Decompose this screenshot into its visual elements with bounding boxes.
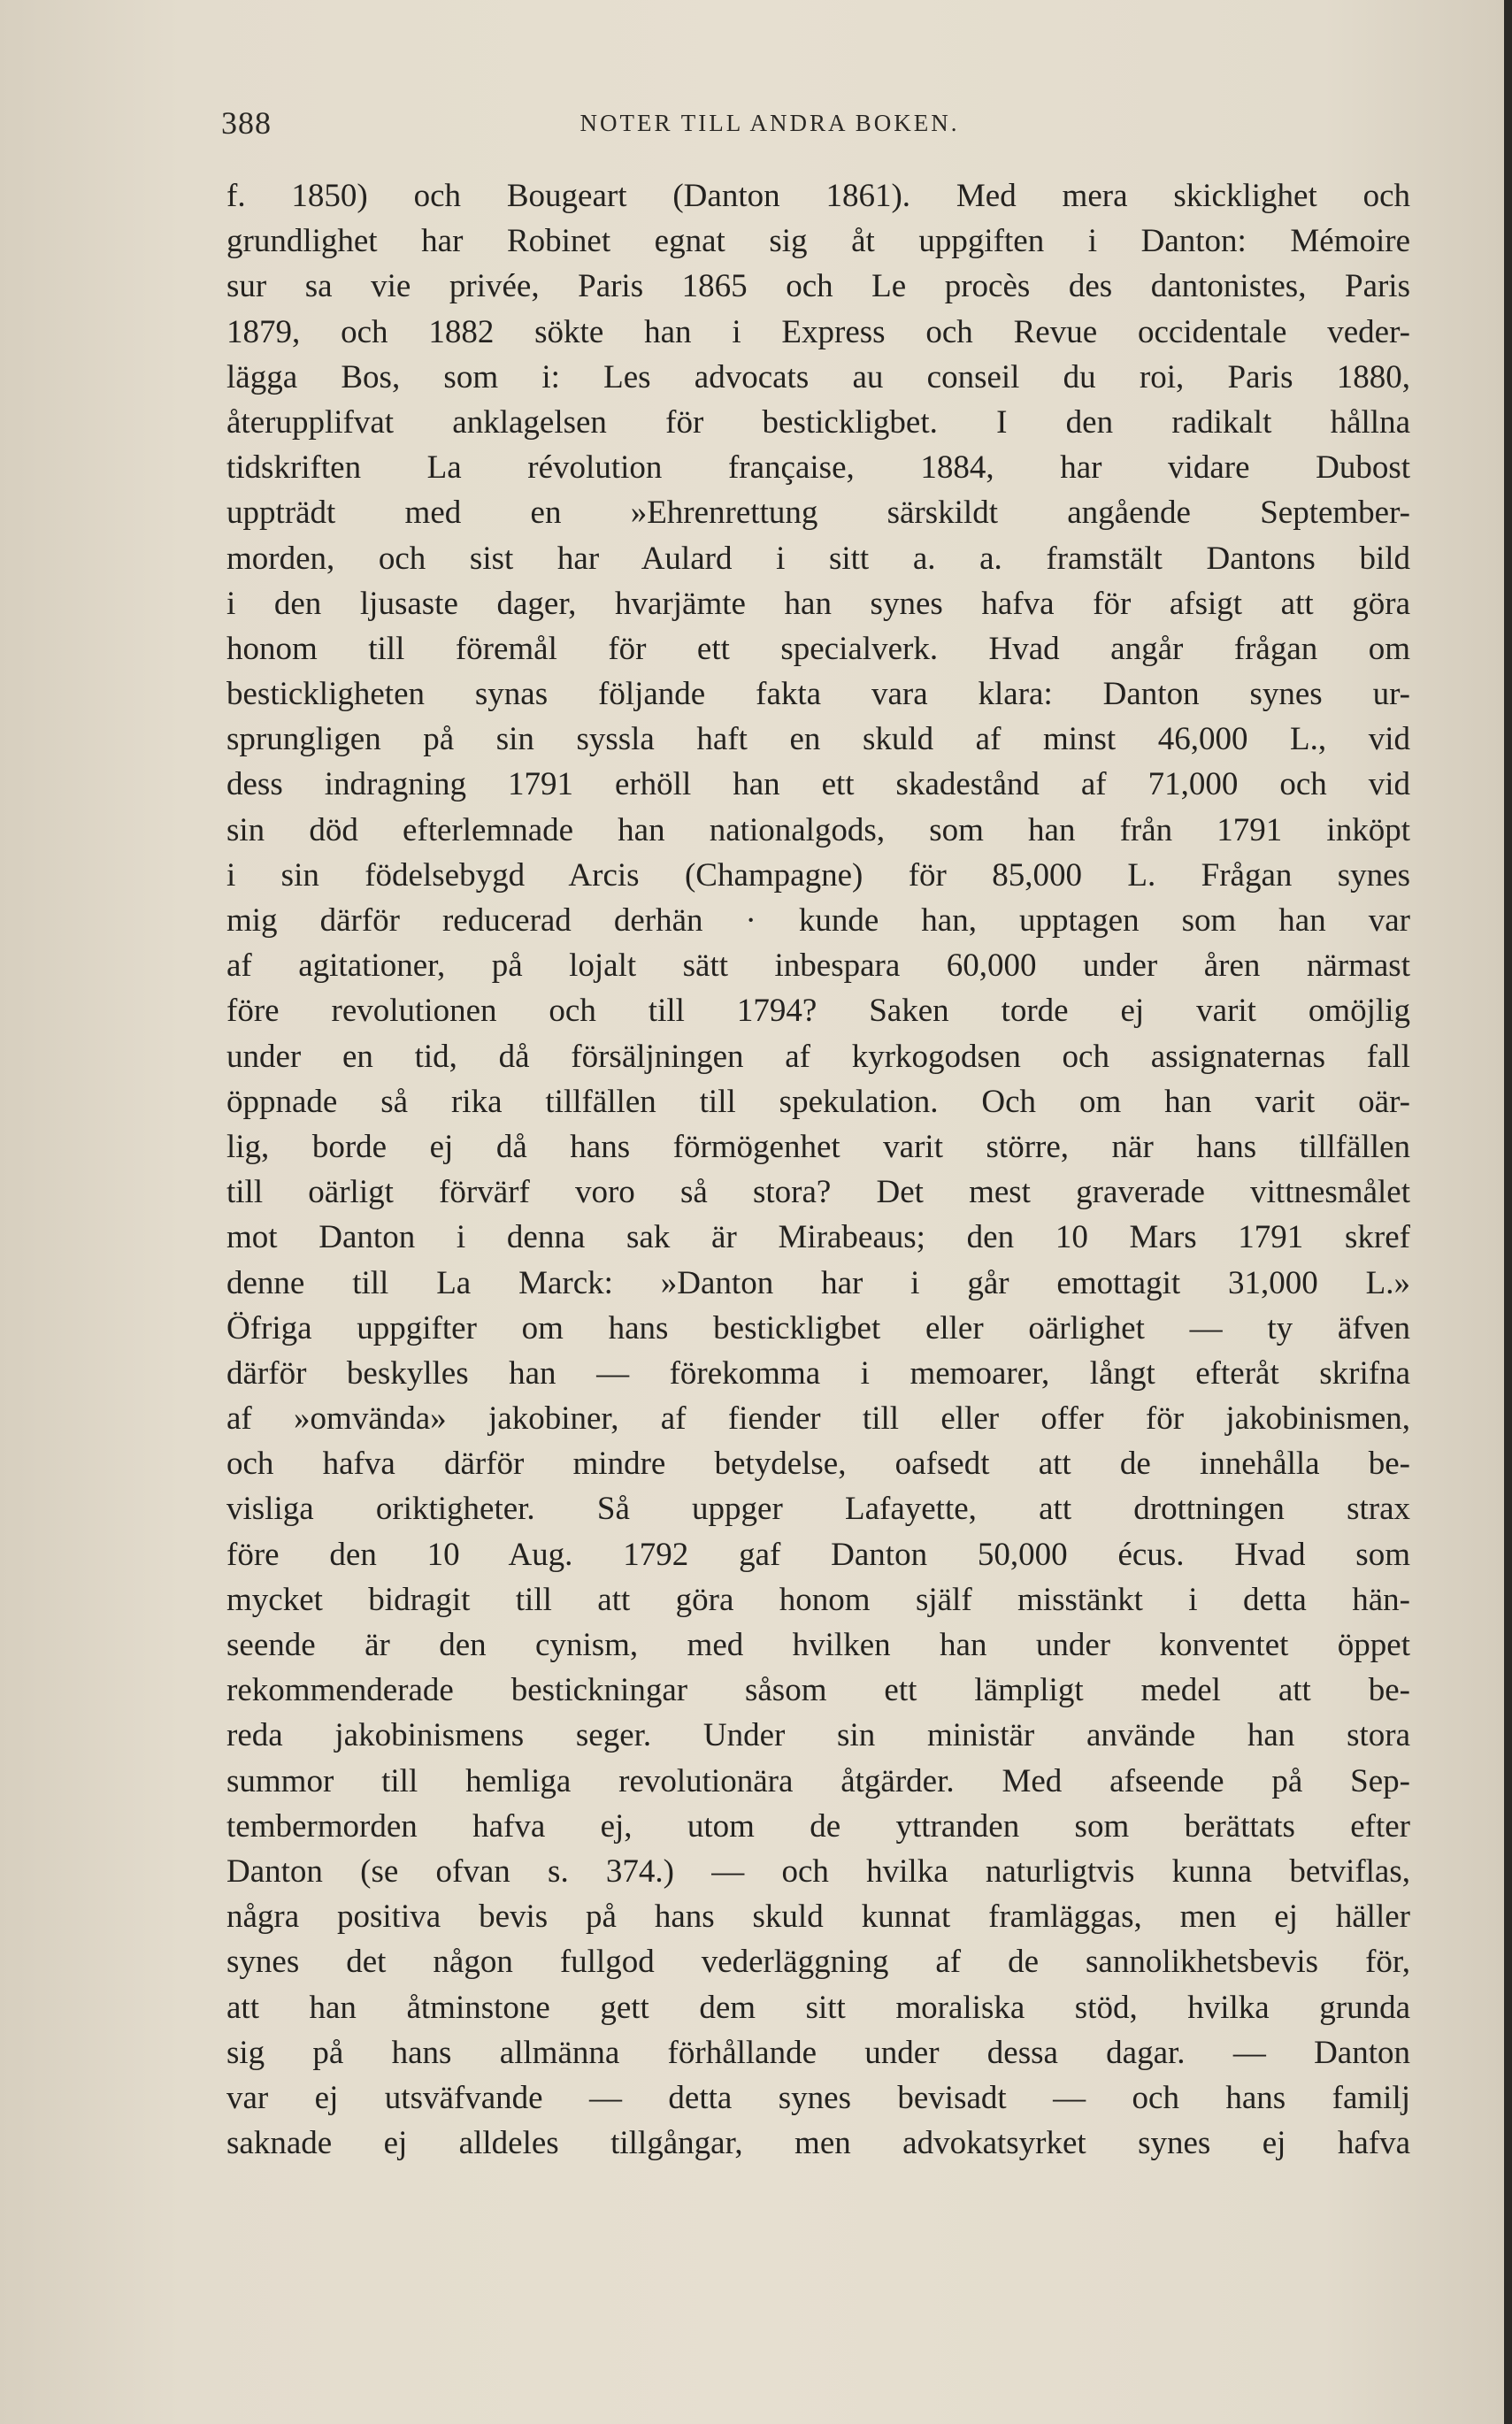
text-line: återupplifvat anklagelsen för bestickligbet. I den radikalt hållna [226, 403, 1410, 441]
text-line: f. 1850) och Bougeart (Danton 1861). Med mera skicklighet och [226, 178, 1410, 214]
running-head: NOTER TILL ANDRA BOKEN. [579, 110, 960, 136]
text-line: öppnade så rika tillfällen till spekulation. Och om han varit oär- [226, 1083, 1410, 1120]
text-line: reda jakobinismens seger. Under sin ministär använde han stora [226, 1717, 1410, 1754]
text-line: och hafva därför mindre betydelse, oafsedt att de innehålla be- [226, 1446, 1410, 1483]
page-edge-shadow [1504, 0, 1512, 2424]
text-line: denne till La Marck: »Danton har i går emottagit 31,000 L.» [226, 1264, 1410, 1301]
page-number: 388 [221, 105, 272, 141]
text-line: morden, och sist har Aulard i sitt a. a. framstält Dantons bild [226, 540, 1410, 577]
text-line: under en tid, då försäljningen af kyrkogodsen och assignaternas fall [226, 1038, 1410, 1075]
text-line: Öfriga uppgifter om hans bestickligbet eller oärlighet — ty äfven [226, 1309, 1410, 1346]
text-line: synes det någon fullgod vederläggning af de sannolikhetsbevis för, [226, 1944, 1410, 1981]
page-header [221, 104, 1318, 157]
text-line: mot Danton i denna sak är Mirabeaus; den 10 Mars 1791 skref [226, 1219, 1410, 1256]
text-line: tidskriften La révolution française, 1884, har vidare Dubost [226, 449, 1410, 487]
text-line: lägga Bos, som i: Les advocats au conseil du roi, Paris 1880, [226, 358, 1410, 395]
text-line: före den 10 Aug. 1792 gaf Danton 50,000 écus. Hvad som [226, 1536, 1410, 1573]
text-line: dess indragning 1791 erhöll han ett skadestånd af 71,000 och vid [226, 766, 1410, 803]
text-line: några positiva bevis på hans skuld kunnat framläggas, men ej häller [226, 1899, 1410, 1936]
text-line: grundlighet har Robinet egnat sig åt uppgiften i Danton: Mémoire [226, 223, 1410, 260]
text-line: Danton (se ofvan s. 374.) — och hvilka naturligtvis kunna betviflas, [226, 1853, 1410, 1890]
text-line: uppträdt med en »Ehrenrettung särskildt angående September- [226, 495, 1410, 532]
text-line: saknade ej alldeles tillgångar, men advokatsyrket synes ej hafva [226, 2125, 1410, 2162]
text-line: mycket bidragit till att göra honom själf misstänkt i detta hän- [226, 1581, 1410, 1618]
text-line: i den ljusaste dager, hvarjämte han synes hafva för afsigt att göra [226, 585, 1410, 622]
body-text [226, 173, 1410, 2166]
text-line: honom till föremål för ett specialverk. Hvad angår frågan om [226, 630, 1410, 667]
text-line: lig, borde ej då hans förmögenhet varit större, när hans tillfällen [226, 1128, 1410, 1165]
text-line: sin död efterlemnade han nationalgods, som han från 1791 inköpt [226, 811, 1410, 848]
text-line: visliga oriktigheter. Så uppger Lafayette, att drottningen strax [226, 1491, 1410, 1528]
text-line: i sin födelsebygd Arcis (Champagne) för 85,000 L. Frågan synes [226, 856, 1410, 894]
text-line: bestickligheten synas följande fakta vara klara: Danton synes ur- [226, 676, 1410, 713]
text-line: seende är den cynism, med hvilken han under konventet öppet [226, 1627, 1410, 1663]
text-line: summor till hemliga revolutionära åtgärder. Med afseende på Sep- [226, 1762, 1410, 1799]
text-line: därför beskylles han — förekomma i memoarer, långt efteråt skrifna [226, 1354, 1410, 1392]
text-line: sur sa vie privée, Paris 1865 och Le procès des dantonistes, Paris [226, 268, 1410, 305]
text-line: var ej utsväfvande — detta synes bevisadt — och hans familj [226, 2079, 1410, 2116]
text-line: sprungligen på sin syssla haft en skuld af minst 46,000 L., vid [226, 721, 1410, 758]
text-line: att han åtminstone gett dem sitt moraliska stöd, hvilka grunda [226, 1989, 1410, 2026]
text-line: sig på hans allmänna förhållande under dessa dagar. — Danton [226, 2034, 1410, 2071]
text-line: till oärligt förvärf voro så stora? Det mest graverade vittnesmålet [226, 1174, 1410, 1211]
text-line: mig därför reducerad derhän · kunde han, upptagen som han var [226, 902, 1410, 939]
text-line: 1879, och 1882 sökte han i Express och Revue occidentale veder- [226, 313, 1410, 350]
text-line: af agitationer, på lojalt sätt inbespara 60,000 under åren närmast [226, 947, 1410, 985]
text-line: tembermorden hafva ej, utom de yttranden som berättats efter [226, 1807, 1410, 1845]
text-line: före revolutionen och till 1794? Saken torde ej varit omöjlig [226, 993, 1410, 1030]
text-line: af »omvända» jakobiner, af fiender till eller offer för jakobinismen, [226, 1400, 1410, 1438]
text-line: rekommenderade bestickningar såsom ett lämpligt medel att be- [226, 1672, 1410, 1709]
